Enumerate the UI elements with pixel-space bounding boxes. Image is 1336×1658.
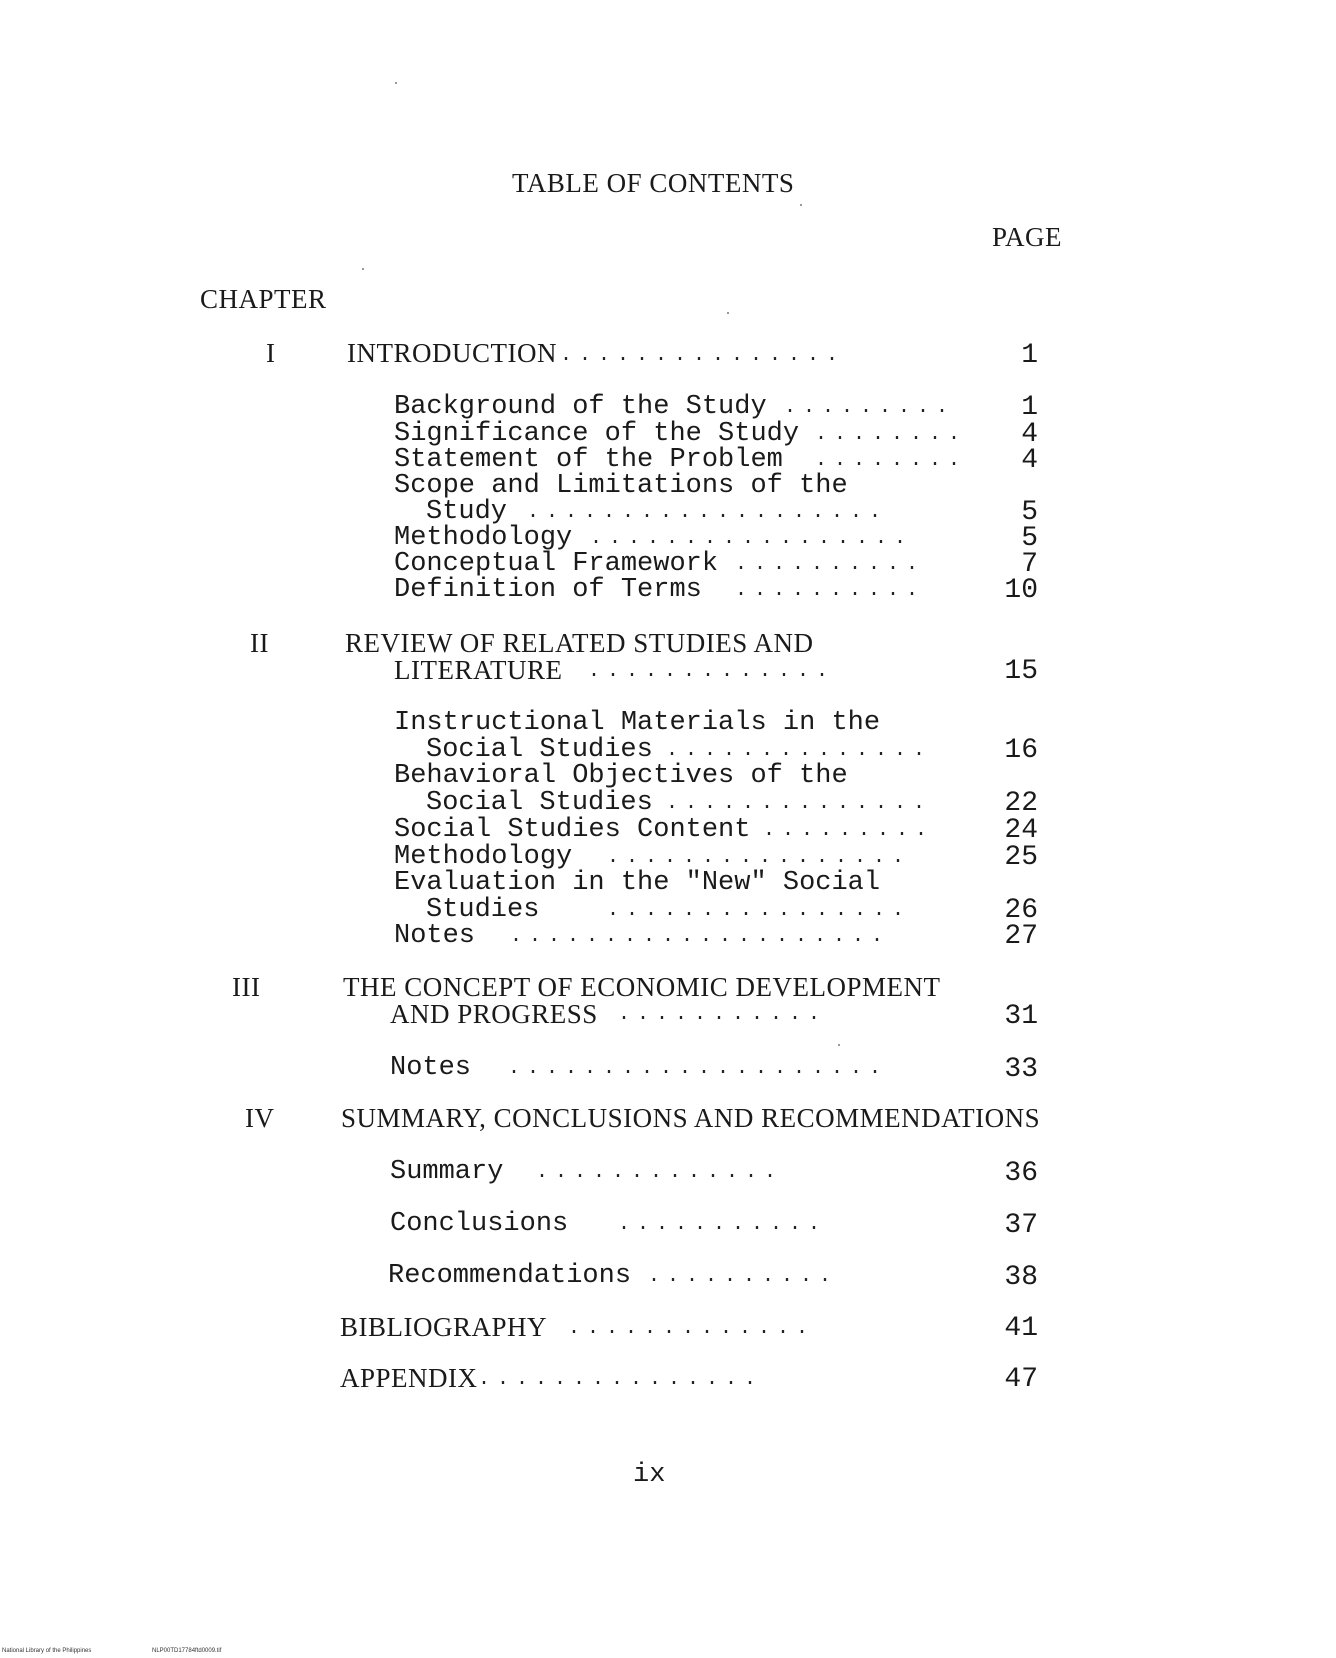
leader-dots: ................. — [590, 527, 914, 550]
leader-dots: ............... — [560, 344, 846, 367]
section-title: Methodology — [394, 842, 573, 872]
section-title: Summary — [390, 1157, 504, 1187]
page-number: 37 — [1004, 1210, 1038, 1241]
leader-dots: .............. — [666, 739, 933, 762]
leader-dots: ........... — [618, 1003, 828, 1026]
section-title: Notes — [394, 921, 476, 951]
scan-speck — [800, 204, 802, 206]
toc-title: TABLE OF CONTENTS — [512, 168, 795, 198]
scan-speck — [362, 268, 364, 270]
leader-dots: .................... — [508, 1057, 889, 1080]
chapter-title: REVIEW OF RELATED STUDIES AND — [345, 628, 814, 658]
leader-dots: ................ — [607, 846, 912, 869]
page-number: 22 — [1004, 788, 1038, 819]
chapter-numeral: I — [266, 338, 276, 368]
page-number: 4 — [1021, 445, 1038, 476]
page-number: 25 — [1004, 842, 1038, 873]
leader-dots: .......... — [735, 579, 926, 602]
page-column-heading: PAGE — [992, 222, 1063, 252]
section-title: Evaluation in the "New" Social — [394, 868, 881, 898]
leader-dots: ......... — [784, 396, 956, 419]
page-number: 33 — [1004, 1054, 1038, 1085]
section-title-continued: Social Studies — [426, 735, 653, 765]
page-number: 16 — [1004, 735, 1038, 766]
section-title: Conceptual Framework — [394, 549, 719, 579]
section-title: Instructional Materials in the — [394, 708, 881, 738]
page-number: 4 — [1021, 419, 1038, 450]
bibliography-heading: BIBLIOGRAPHY — [340, 1312, 548, 1342]
leader-dots: .............. — [666, 792, 933, 815]
leader-dots: ........ — [815, 423, 968, 446]
chapter-numeral: III — [232, 972, 261, 1002]
section-title-continued: Social Studies — [426, 788, 653, 818]
section-title: Background of the Study — [394, 392, 767, 422]
section-title: Significance of the Study — [394, 419, 800, 449]
leader-dots: .......... — [735, 553, 926, 576]
leader-dots: ........ — [815, 449, 968, 472]
page-number: 41 — [1004, 1313, 1038, 1344]
page-number: 1 — [1021, 340, 1038, 371]
chapter-column-heading: CHAPTER — [200, 284, 327, 314]
leader-dots: ................ — [607, 899, 912, 922]
leader-dots: ............... — [478, 1368, 764, 1391]
chapter-numeral: IV — [245, 1103, 275, 1133]
page-number: 38 — [1004, 1262, 1038, 1293]
page-number: 36 — [1004, 1158, 1038, 1189]
page-number: 1 — [1021, 392, 1038, 423]
scan-file-label: NLP00TD17784ftd0009.tif — [152, 1648, 222, 1654]
chapter-title: THE CONCEPT OF ECONOMIC DEVELOPMENT — [343, 972, 941, 1002]
scan-source-label: National Library of the Philippines — [2, 1648, 92, 1654]
folio-number: ix — [633, 1460, 666, 1490]
section-title: Methodology — [394, 523, 573, 553]
section-title: Definition of Terms — [394, 575, 702, 605]
section-title: Social Studies Content — [394, 815, 751, 845]
section-title: Recommendations — [388, 1261, 632, 1291]
section-title: Statement of the Problem — [394, 445, 783, 475]
chapter-numeral: II — [250, 628, 269, 658]
leader-dots: ......... — [763, 819, 935, 842]
section-title: Behavioral Objectives of the — [394, 761, 848, 791]
leader-dots: ........... — [618, 1213, 828, 1236]
page-number: 27 — [1004, 921, 1038, 952]
chapter-title-continued: LITERATURE — [394, 655, 563, 685]
leader-dots: ................... — [527, 501, 889, 524]
section-title: Scope and Limitations of the — [394, 471, 848, 501]
section-title-continued: Study — [426, 497, 508, 527]
scan-speck — [395, 82, 397, 84]
page-number: 5 — [1021, 497, 1038, 528]
section-title: Conclusions — [390, 1209, 569, 1239]
leader-dots: ............. — [568, 1317, 816, 1340]
chapter-title-continued: AND PROGRESS — [390, 999, 598, 1029]
scan-speck — [838, 1044, 840, 1046]
chapter-title: INTRODUCTION — [347, 338, 557, 368]
leader-dots: ............. — [536, 1161, 784, 1184]
leader-dots: .......... — [648, 1265, 839, 1288]
page-number: 26 — [1004, 895, 1038, 926]
page-number: 47 — [1004, 1364, 1038, 1395]
page-number: 7 — [1021, 549, 1038, 580]
page-number: 24 — [1004, 815, 1038, 846]
appendix-heading: APPENDIX — [340, 1363, 478, 1393]
page-number: 10 — [1004, 575, 1038, 606]
chapter-title: SUMMARY, CONCLUSIONS AND RECOMMENDATIONS — [341, 1103, 1041, 1133]
leader-dots: .................... — [510, 925, 891, 948]
leader-dots: ............. — [588, 660, 836, 683]
section-title-continued: Studies — [426, 895, 540, 925]
page-number: 15 — [1004, 656, 1038, 687]
page-number: 31 — [1004, 1001, 1038, 1032]
section-title: Notes — [390, 1053, 472, 1083]
page-number: 5 — [1021, 523, 1038, 554]
scan-speck — [727, 312, 729, 314]
